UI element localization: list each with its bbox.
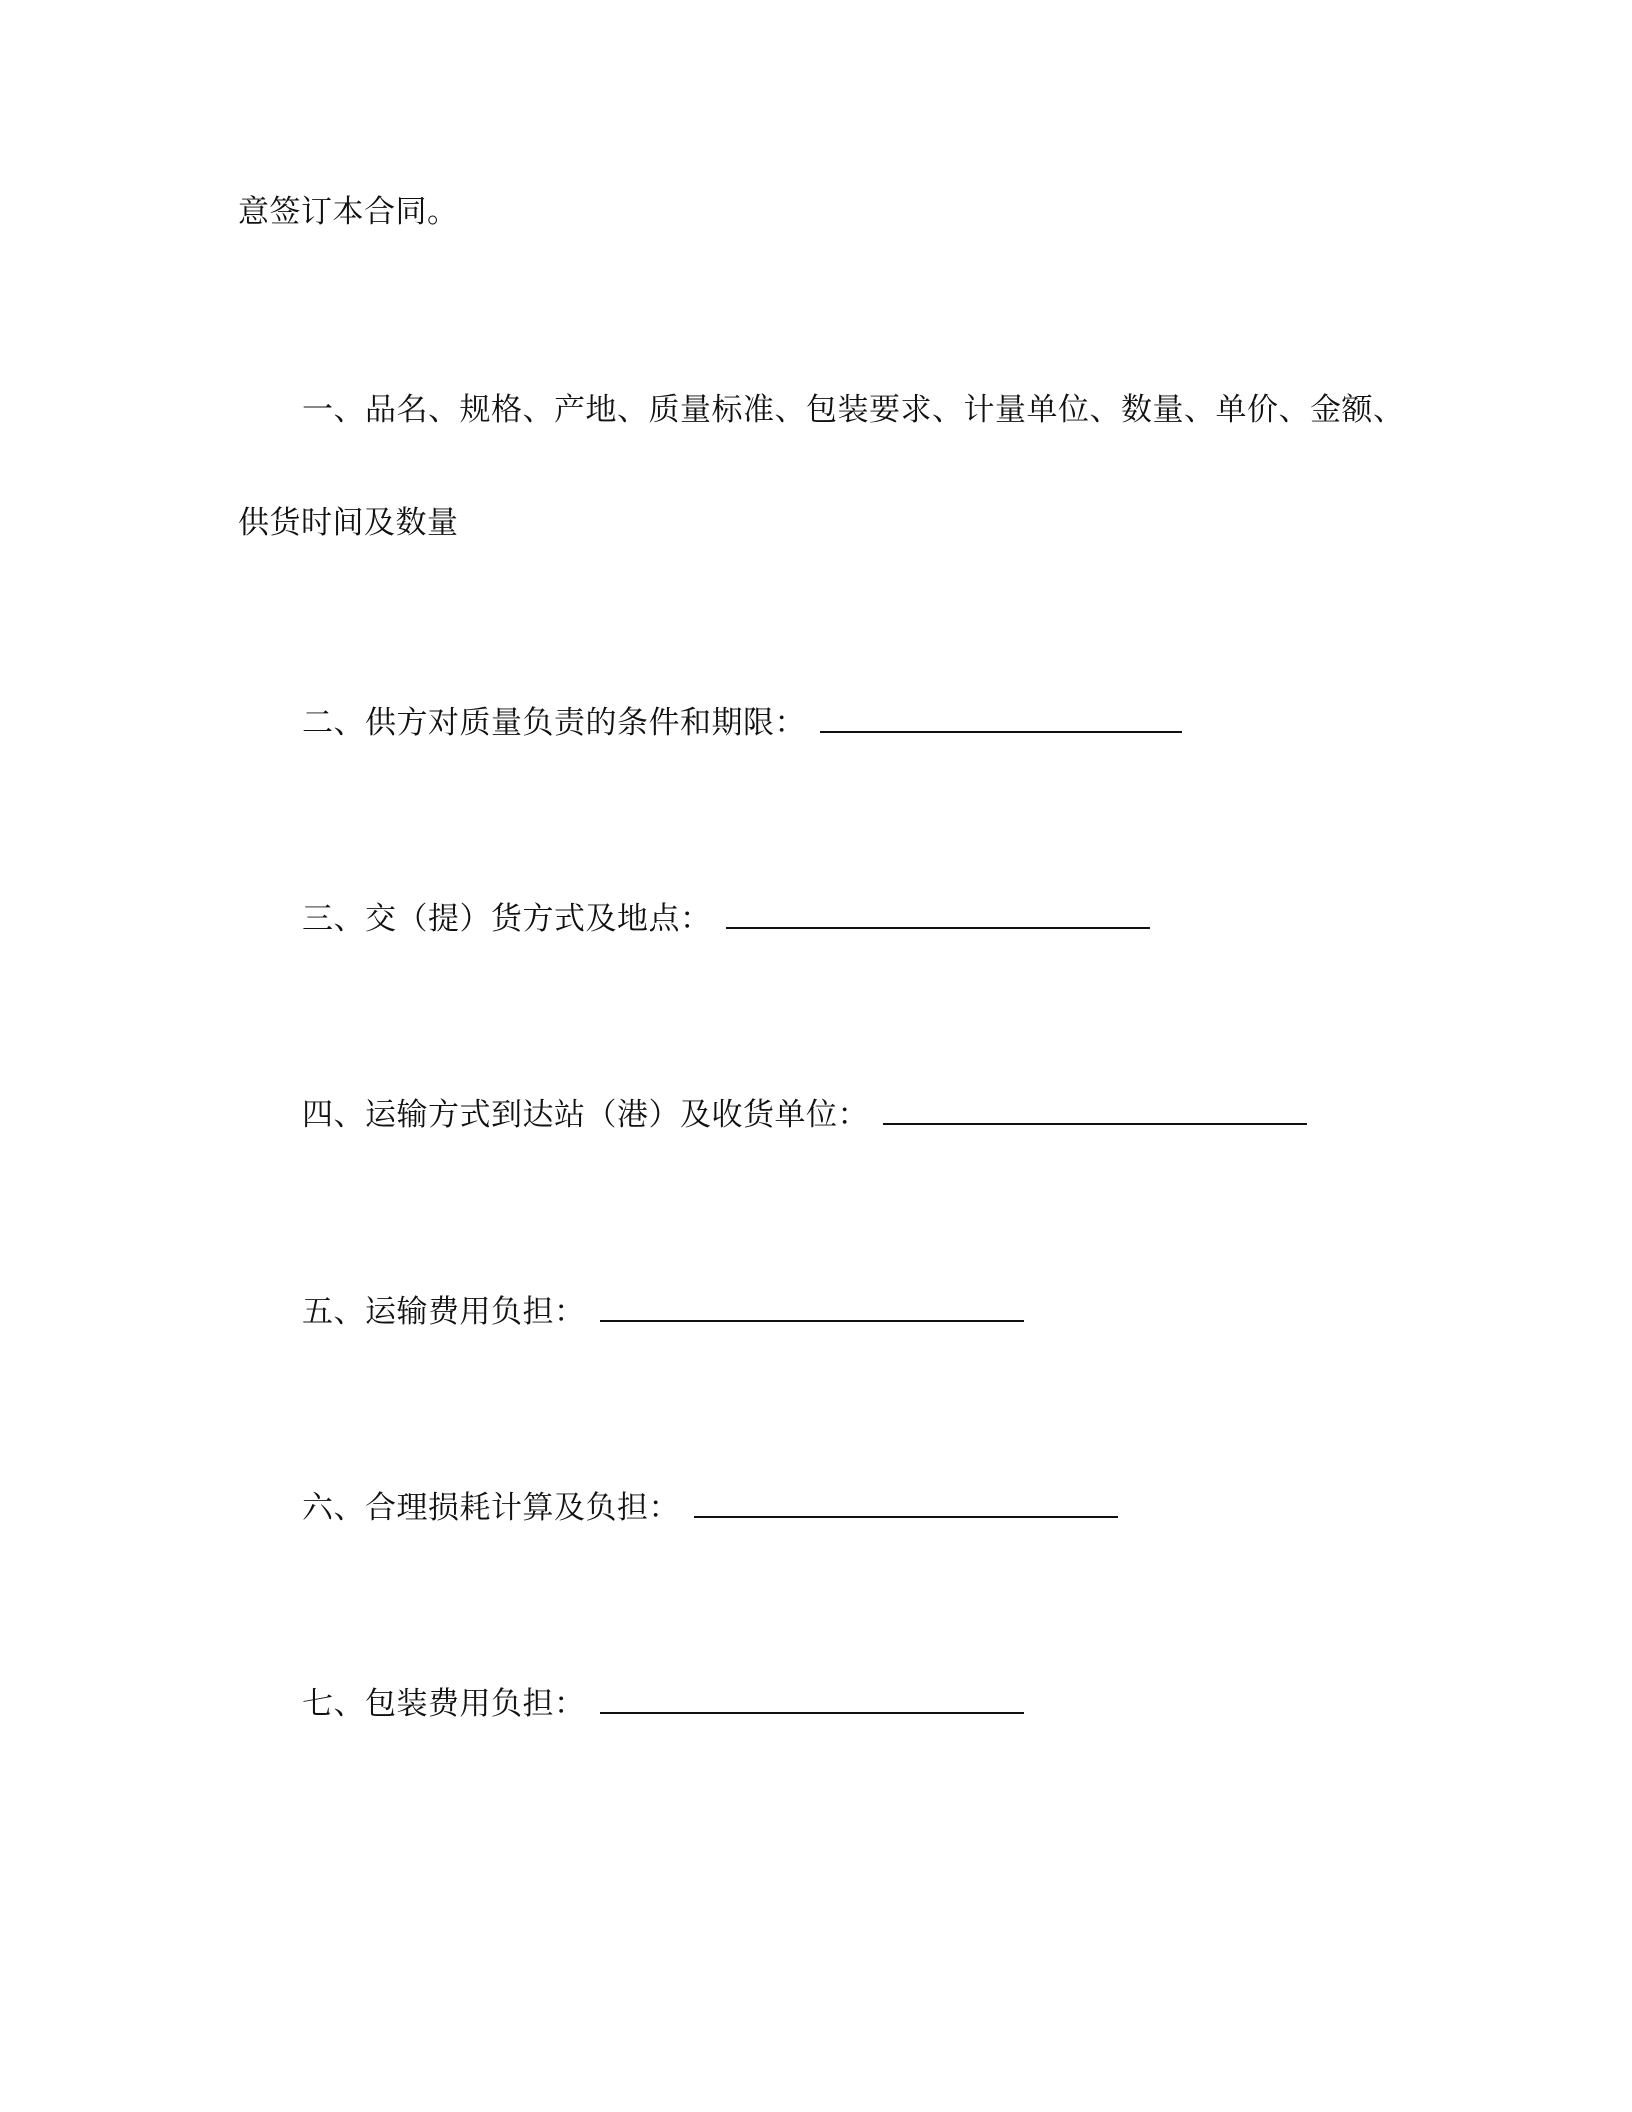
clause-4 (302, 1095, 1307, 1135)
clause-3-fill-line[interactable] (726, 901, 1150, 929)
clause-3-label: 三、交（提）货方式及地点： (302, 901, 712, 937)
clause-6-fill-line[interactable] (694, 1490, 1118, 1518)
clause-2-fill-line[interactable] (820, 705, 1182, 733)
clause-5 (302, 1292, 1024, 1332)
clause-1-continuation: 供货时间及数量 (238, 505, 459, 541)
clause-5-fill-line[interactable] (600, 1294, 1024, 1322)
clause-2 (302, 703, 1182, 743)
clause-5-label: 五、运输费用负担： (302, 1294, 586, 1330)
clause-6 (302, 1488, 1118, 1528)
clause-7-fill-line[interactable] (600, 1686, 1024, 1714)
clause-4-fill-line[interactable] (883, 1097, 1307, 1125)
clause-7 (302, 1684, 1024, 1724)
clause-2-label: 二、供方对质量负责的条件和期限： (302, 705, 806, 741)
intro-text: 意签订本合同。 (238, 194, 459, 230)
clause-1-heading: 一、品名、规格、产地、质量标准、包装要求、计量单位、数量、单价、金额、 (302, 392, 1405, 428)
clause-6-label: 六、合理损耗计算及负担： (302, 1490, 680, 1526)
clause-7-label: 七、包装费用负担： (302, 1686, 586, 1722)
clause-3 (302, 899, 1150, 939)
clause-4-label: 四、运输方式到达站（港）及收货单位： (302, 1097, 869, 1133)
